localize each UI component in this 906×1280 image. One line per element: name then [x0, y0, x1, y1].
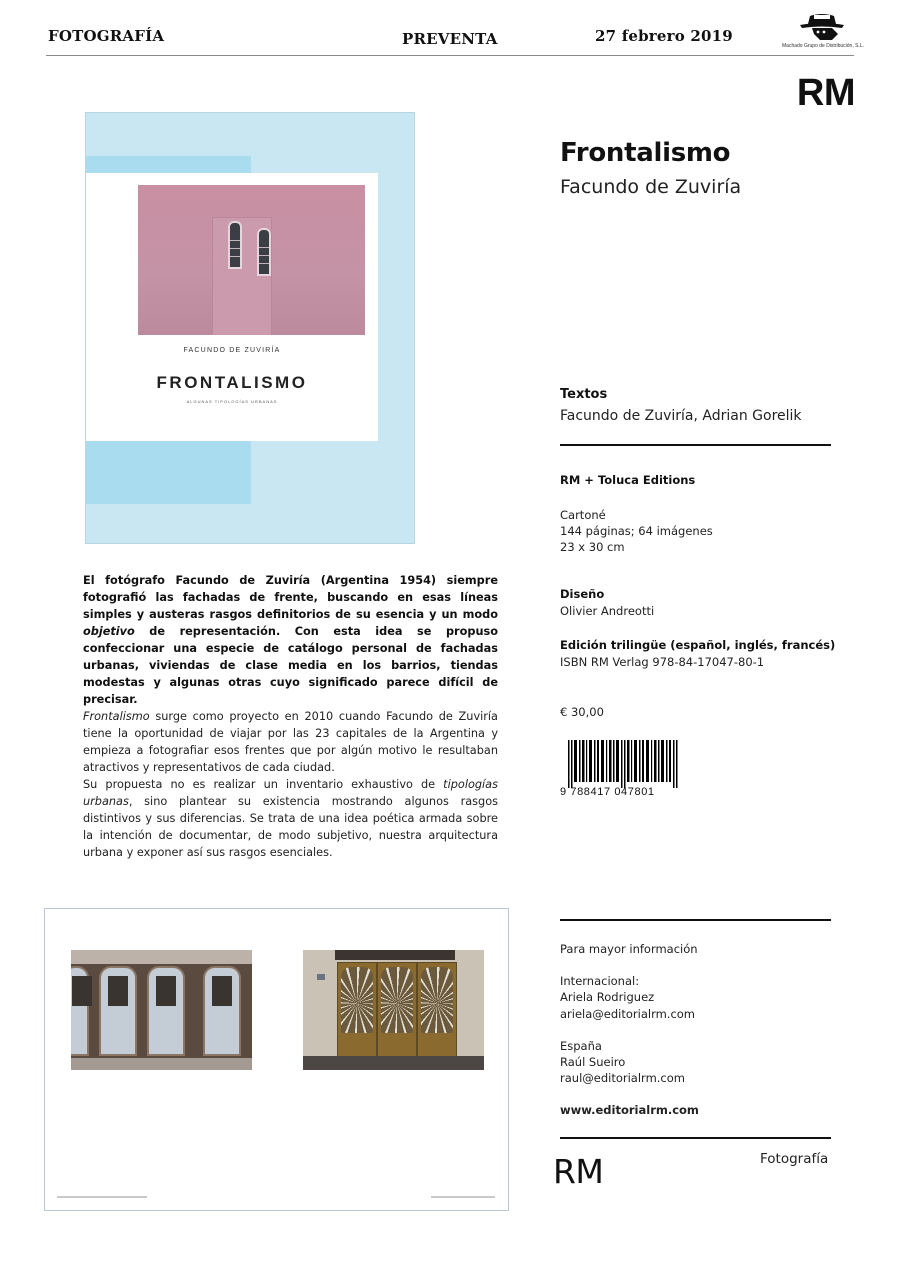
intro-paragraph [83, 572, 498, 708]
intro-text: de representación. Con esta idea se propuso confeccionar una especie de catálogo personal de fachadas urbanas, viviendas de clase media en los barrios, tiendas modestas y algunas otras cuyo significado parece difícil de precisar. [83, 625, 498, 706]
spread-caption-left [57, 1196, 147, 1198]
website-link[interactable]: www.editorialrm.com [560, 1103, 699, 1118]
contact-block [560, 941, 699, 1119]
photo-wall-top [71, 950, 252, 964]
binding: Cartoné [560, 508, 606, 522]
header-category: FOTOGRAFÍA [48, 27, 165, 45]
photo-door [99, 966, 137, 1056]
international-name: Ariela Rodriguez [560, 990, 655, 1005]
photo-door [71, 966, 89, 1056]
barcode-bars [568, 740, 678, 788]
cover-title: FRONTALISMO [156, 373, 308, 392]
spain-name: Raúl Sueiro [560, 1055, 626, 1070]
design-label: Diseño [560, 587, 605, 601]
body-text: , sino plantear su existencia mostrando algunos rasgos distintivos y sus diferencias. Se trata de una idea poética armada sobre la intención de documentar, de modo subjetivo, nuestra arquitectura urbana y exponer así sus rasgos esenciales. [83, 795, 498, 859]
spain-email[interactable]: raul@editorialrm.com [560, 1071, 685, 1086]
book-author: Facundo de Zuviría [560, 176, 742, 198]
barcode-digits: 9 788417 047801 [560, 786, 655, 798]
logo-caption: Machado Grupo de Distribución, S.L. [782, 43, 864, 49]
body-text: Su propuesta no es realizar un inventario exhaustivo de [83, 778, 444, 791]
publisher-mark: RM [796, 72, 855, 114]
divider [560, 444, 831, 446]
isbn: ISBN RM Verlag 978-84-17047-80-1 [560, 655, 765, 669]
isbn-barcode [560, 740, 680, 800]
edition-label: Edición trilingüe (español, inglés, francés) [560, 638, 836, 652]
header-date: 27 febrero 2019 [595, 27, 733, 45]
contact-heading: Para mayor información [560, 942, 698, 956]
photo-door [147, 966, 185, 1056]
photo-gate-panel [337, 962, 377, 1058]
book-size: 23 x 30 cm [560, 540, 625, 554]
photo-ground [303, 1056, 484, 1070]
photo-ground [71, 1058, 252, 1070]
footer-mark: RM [553, 1152, 604, 1191]
international-label: Internacional: [560, 974, 640, 989]
distributor-logo [782, 10, 864, 52]
photo-gate-panel [417, 962, 457, 1058]
photo-gate-panel [377, 962, 417, 1058]
sample-spread [44, 908, 509, 1211]
hat-silhouette-icon [786, 10, 858, 44]
international-email[interactable]: ariela@editorialrm.com [560, 1006, 696, 1021]
body-text: surge como proyecto en 2010 cuando Facundo de Zuviría tiene la oportunidad de viajar por las 23 capitales de la Argentina y empieza a fotografiar esos frentes que por algún motivo le resultaban atractivos y representativos de cada ciudad. [83, 710, 498, 774]
cover-band-bottom [86, 440, 251, 504]
spread-photo-right [303, 950, 484, 1070]
term-emphasis: tipologías urbanas [83, 778, 498, 808]
cover-author: FACUNDO DE ZUVIRÍA [183, 347, 281, 354]
spain-label: España [560, 1038, 602, 1053]
header-divider [46, 55, 854, 56]
intro-text: El fotógrafo Facundo de Zuviría (Argentina 1954) siempre fotografió las fachadas de frente, buscando en esas líneas simples y austeras rasgos definitorios de su esencia y un modo [83, 574, 498, 621]
photo-lintel [335, 950, 455, 960]
book-title: Frontalismo [560, 138, 731, 168]
cover-panel [86, 173, 378, 441]
spread-caption-right [431, 1196, 495, 1198]
design-value: Olivier Andreotti [560, 604, 655, 618]
spread-photo-left [71, 950, 252, 1070]
texts-value: Facundo de Zuviría, Adrian Gorelik [560, 408, 802, 424]
divider [560, 1137, 831, 1139]
cover-photo-window [257, 228, 271, 276]
cover-subtitle: ALGUNAS TIPOLOGÍAS URBANAS [186, 399, 278, 404]
body-paragraphs [83, 708, 498, 861]
page-count: 144 páginas; 64 imágenes [560, 524, 713, 538]
footer-category: Fotografía [760, 1151, 829, 1167]
book-cover [85, 112, 415, 544]
texts-label: Textos [560, 387, 608, 402]
intro-emphasis: objetivo [83, 625, 135, 638]
cover-photo-window [228, 221, 242, 269]
price: € 30,00 [560, 705, 604, 719]
book-title-emphasis: Frontalismo [83, 710, 150, 723]
header-status: PREVENTA [402, 30, 498, 48]
divider [560, 919, 831, 921]
photo-plate [317, 974, 325, 980]
publisher-name: RM + Toluca Editions [560, 473, 696, 487]
photo-door [203, 966, 241, 1056]
cover-photo-pink-wall [138, 185, 365, 335]
